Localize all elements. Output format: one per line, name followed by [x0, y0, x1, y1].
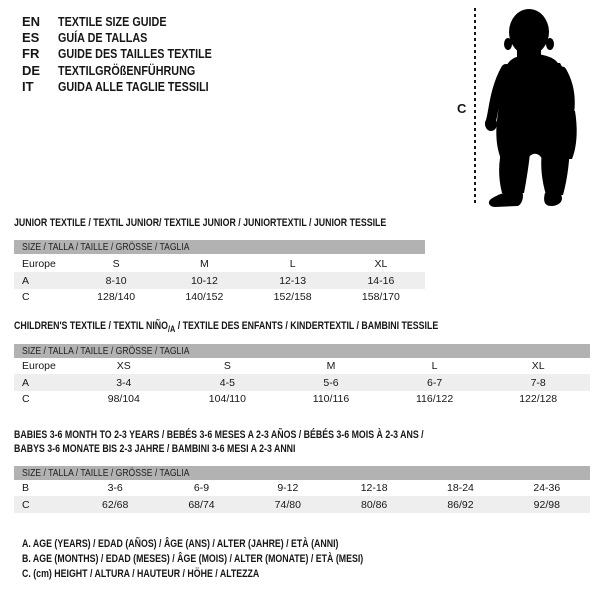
lang-row-es [22, 29, 243, 45]
age-cell: 7-8 [530, 376, 546, 389]
lang-label: GUIDE DES TAILLES TEXTILE [58, 46, 212, 62]
table-row-age [14, 272, 425, 288]
legend-footnotes [22, 536, 449, 582]
size-header-bar [14, 240, 425, 254]
height-cell: 62/68 [102, 498, 129, 511]
title-line1: BABIES 3-6 MONTH TO 2-3 YEARS / BEBÉS 3-6 MESES A 2-3 AÑOS / BÉBÉS 3-6 MOIS À 2-3 ANS / [14, 429, 424, 441]
children-table-rows [14, 358, 590, 407]
height-cell: 68/74 [188, 498, 215, 511]
lang-label: GUÍA DE TALLAS [58, 29, 148, 45]
age-cell: 6-9 [193, 482, 210, 495]
size-cell: L [289, 258, 296, 271]
children-table-title [14, 319, 438, 336]
row-label: Europe [22, 258, 56, 271]
height-cell: 104/110 [208, 392, 246, 405]
row-label: Europe [22, 360, 56, 373]
age-cell: 3-4 [116, 376, 132, 389]
height-cell: 110/116 [312, 392, 350, 405]
lang-label: TEXTILE SIZE GUIDE [58, 13, 167, 29]
title-part1: CHILDREN'S TEXTILE / TEXTIL NIÑO [14, 320, 168, 332]
size-header-bar [14, 344, 590, 358]
junior-table-title: JUNIOR TEXTILE / TEXTIL JUNIOR/ TEXTILE JUNIOR / JUNIORTEXTIL / JUNIOR TESSILE [14, 217, 387, 229]
row-label: C [22, 498, 30, 511]
table-row-age-months [14, 480, 590, 496]
lang-label: TEXTILGRÖßENFÜHRUNG [58, 62, 196, 78]
row-label: A [22, 274, 30, 287]
size-cell: M [326, 360, 336, 373]
height-measure-dashed-line [474, 8, 476, 206]
age-cell: 3-6 [107, 482, 123, 495]
table-row-height [14, 289, 425, 305]
baby-silhouette-icon [484, 5, 596, 211]
age-cell: 5-6 [323, 376, 339, 389]
size-cell: XL [531, 360, 545, 373]
height-cell: 98/104 [107, 392, 140, 405]
table-row-age [14, 374, 590, 390]
title-line2: BABYS 3-6 MONATE BIS 2-3 JAHRE / BAMBINI 3-6 MESI A 2-3 ANNI [14, 443, 296, 455]
lang-code: FR [22, 46, 40, 62]
height-cell: 140/152 [185, 290, 224, 303]
lang-row-de [22, 62, 243, 78]
title-part2: / TEXTILE DES ENFANTS / KINDERTEXTIL / BAMBINI TESSILE [175, 320, 439, 332]
age-cell: 8-10 [105, 274, 127, 287]
row-label: C [22, 392, 30, 405]
size-cell: M [200, 258, 209, 271]
age-cell: 9-12 [277, 482, 299, 495]
age-cell: 10-12 [190, 274, 218, 287]
lang-row-en [22, 13, 243, 29]
height-cell: 152/158 [273, 290, 312, 303]
table-row-europe [14, 358, 590, 374]
age-cell: 24-36 [533, 482, 561, 495]
lang-code: EN [22, 13, 41, 29]
height-cell: 128/140 [97, 290, 136, 303]
height-measure-label: C [457, 101, 467, 116]
height-cell: 74/80 [274, 498, 301, 511]
age-cell: 12-18 [360, 482, 388, 495]
size-cell: L [431, 360, 438, 373]
lang-row-it [22, 78, 243, 94]
lang-code: DE [22, 62, 41, 78]
table-row-height [14, 496, 590, 512]
size-cell: XS [116, 360, 131, 373]
height-cell: 158/170 [361, 290, 400, 303]
height-cell: 80/86 [361, 498, 388, 511]
footnote-c [22, 566, 449, 581]
babies-table-rows [14, 480, 590, 513]
size-header-label: SIZE / TALLA / TAILLE / GRÖSSE / TAGLIA [22, 345, 190, 357]
table-row-europe [14, 256, 425, 272]
footnote-b-text: B. AGE (MONTHS) / EDAD (MESES) / ÂGE (MOIS) / ALTER (MONATE) / ETÀ (MESI) [22, 552, 364, 565]
age-cell: 18-24 [447, 482, 474, 495]
size-cell: S [223, 360, 231, 373]
footnote-c-text: C. (cm) HEIGHT / ALTURA / HAUTEUR / HÖHE / ALTEZZA [22, 567, 260, 580]
row-label: A [22, 376, 30, 389]
height-cell: 122/128 [519, 392, 558, 405]
footnote-b [22, 551, 449, 566]
lang-code: IT [22, 78, 34, 94]
title-subscript: /A [167, 324, 176, 335]
size-cell: XL [374, 258, 388, 271]
height-cell: 92/98 [533, 498, 560, 511]
age-cell: 14-16 [367, 274, 395, 287]
lang-code: ES [22, 29, 40, 45]
size-cell: S [112, 258, 120, 271]
row-label: C [22, 290, 30, 303]
babies-table-title [14, 428, 424, 456]
size-header-label: SIZE / TALLA / TAILLE / GRÖSSE / TAGLIA [22, 241, 190, 253]
height-cell: 116/122 [415, 392, 454, 405]
footnote-a-text: A. AGE (YEARS) / EDAD (AÑOS) / ÂGE (ANS) / ALTER (JAHRE) / ETÀ (ANNI) [22, 537, 339, 550]
age-cell: 12-13 [279, 274, 307, 287]
language-list [22, 13, 243, 94]
size-header-bar [14, 466, 590, 480]
age-cell: 4-5 [219, 376, 235, 389]
lang-row-fr [22, 46, 243, 62]
table-row-height [14, 391, 590, 407]
height-cell: 86/92 [447, 498, 474, 511]
row-label: B [22, 482, 30, 495]
junior-table-rows [14, 256, 425, 305]
age-cell: 6-7 [426, 376, 443, 389]
size-header-label: SIZE / TALLA / TAILLE / GRÖSSE / TAGLIA [22, 467, 190, 479]
lang-label: GUIDA ALLE TAGLIE TESSILI [58, 78, 209, 94]
footnote-a [22, 536, 449, 551]
